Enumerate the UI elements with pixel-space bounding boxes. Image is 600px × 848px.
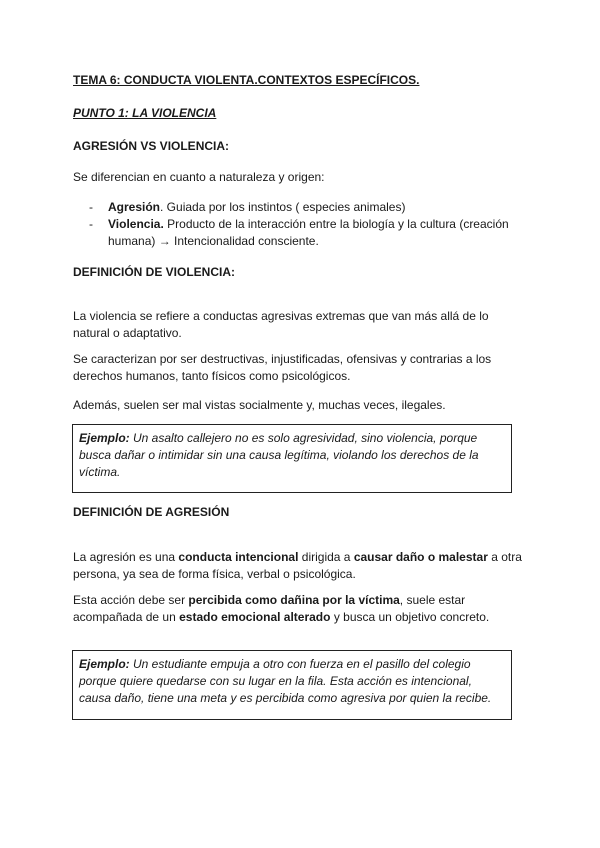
example-box-aggression	[72, 650, 512, 720]
text-run: Esta acción debe ser	[73, 593, 189, 607]
point-heading: PUNTO 1: LA VIOLENCIA	[73, 106, 217, 120]
paragraph: Además, suelen ser mal vistas socialmente y, muchas veces, ilegales.	[73, 398, 446, 412]
example-label: Ejemplo:	[79, 657, 130, 671]
term-aggression: Agresión	[108, 200, 161, 214]
list-item	[73, 216, 526, 250]
text-run: a otra persona, ya sea de forma física, verbal o psicológica.	[73, 550, 522, 581]
example-label: Ejemplo:	[79, 431, 130, 445]
section-heading-aggression-vs-violence: AGRESIÓN VS VIOLENCIA:	[73, 139, 230, 153]
term-description: . Guiada por los instintos ( especies animales)	[160, 200, 406, 214]
paragraph	[73, 592, 528, 626]
text-run: , suele estar acompañada de un	[73, 593, 466, 624]
emphasis: causar daño o malestar	[353, 550, 488, 564]
example-text: Un estudiante empuja a otro con fuerza en el pasillo del colegio porque quiere quedarse con su lugar en la fila. Esta acción es intencional, causa daño, tiene una meta y es percibida como agresiva por quien la recibe.	[79, 657, 492, 705]
list-item	[73, 199, 526, 216]
term-violence: Violencia.	[108, 217, 164, 231]
intro-text: Se diferencian en cuanto a naturaleza y origen:	[73, 170, 325, 184]
paragraph	[73, 549, 528, 583]
paragraph: Se caracterizan por ser destructivas, injustificadas, ofensivas y contrarias a los derechos humanos, tanto físicos como psicológicos.	[73, 352, 492, 383]
section-heading-violence-definition: DEFINICIÓN DE VIOLENCIA:	[73, 265, 236, 279]
term-description: Producto de la interacción entre la biología y la cultura (creación humana) → Intencionalidad consciente.	[108, 217, 509, 248]
text-run: dirigida a	[298, 550, 354, 564]
emphasis: conducta intencional	[178, 550, 299, 564]
example-text: Un asalto callejero no es solo agresividad, sino violencia, porque busca dañar o intimidar sin una causa legítima, violando los derechos de la víctima.	[79, 431, 479, 479]
section-heading-aggression-definition: DEFINICIÓN DE AGRESIÓN	[73, 505, 230, 519]
paragraph: La violencia se refiere a conductas agresivas extremas que van más allá de lo natural o adaptativo.	[73, 309, 489, 340]
bullet-dash: -	[89, 200, 93, 214]
comparison-list	[73, 199, 526, 250]
emphasis: estado emocional alterado	[179, 610, 331, 624]
text-run: La agresión es una	[73, 550, 179, 564]
bullet-dash: -	[89, 217, 93, 231]
example-box-violence	[72, 424, 512, 493]
emphasis: percibida como dañina por la víctima	[188, 593, 400, 607]
document-title: TEMA 6: CONDUCTA VIOLENTA.CONTEXTOS ESPECÍFICOS.	[73, 73, 420, 87]
text-run: y busca un objetivo concreto.	[330, 610, 490, 624]
